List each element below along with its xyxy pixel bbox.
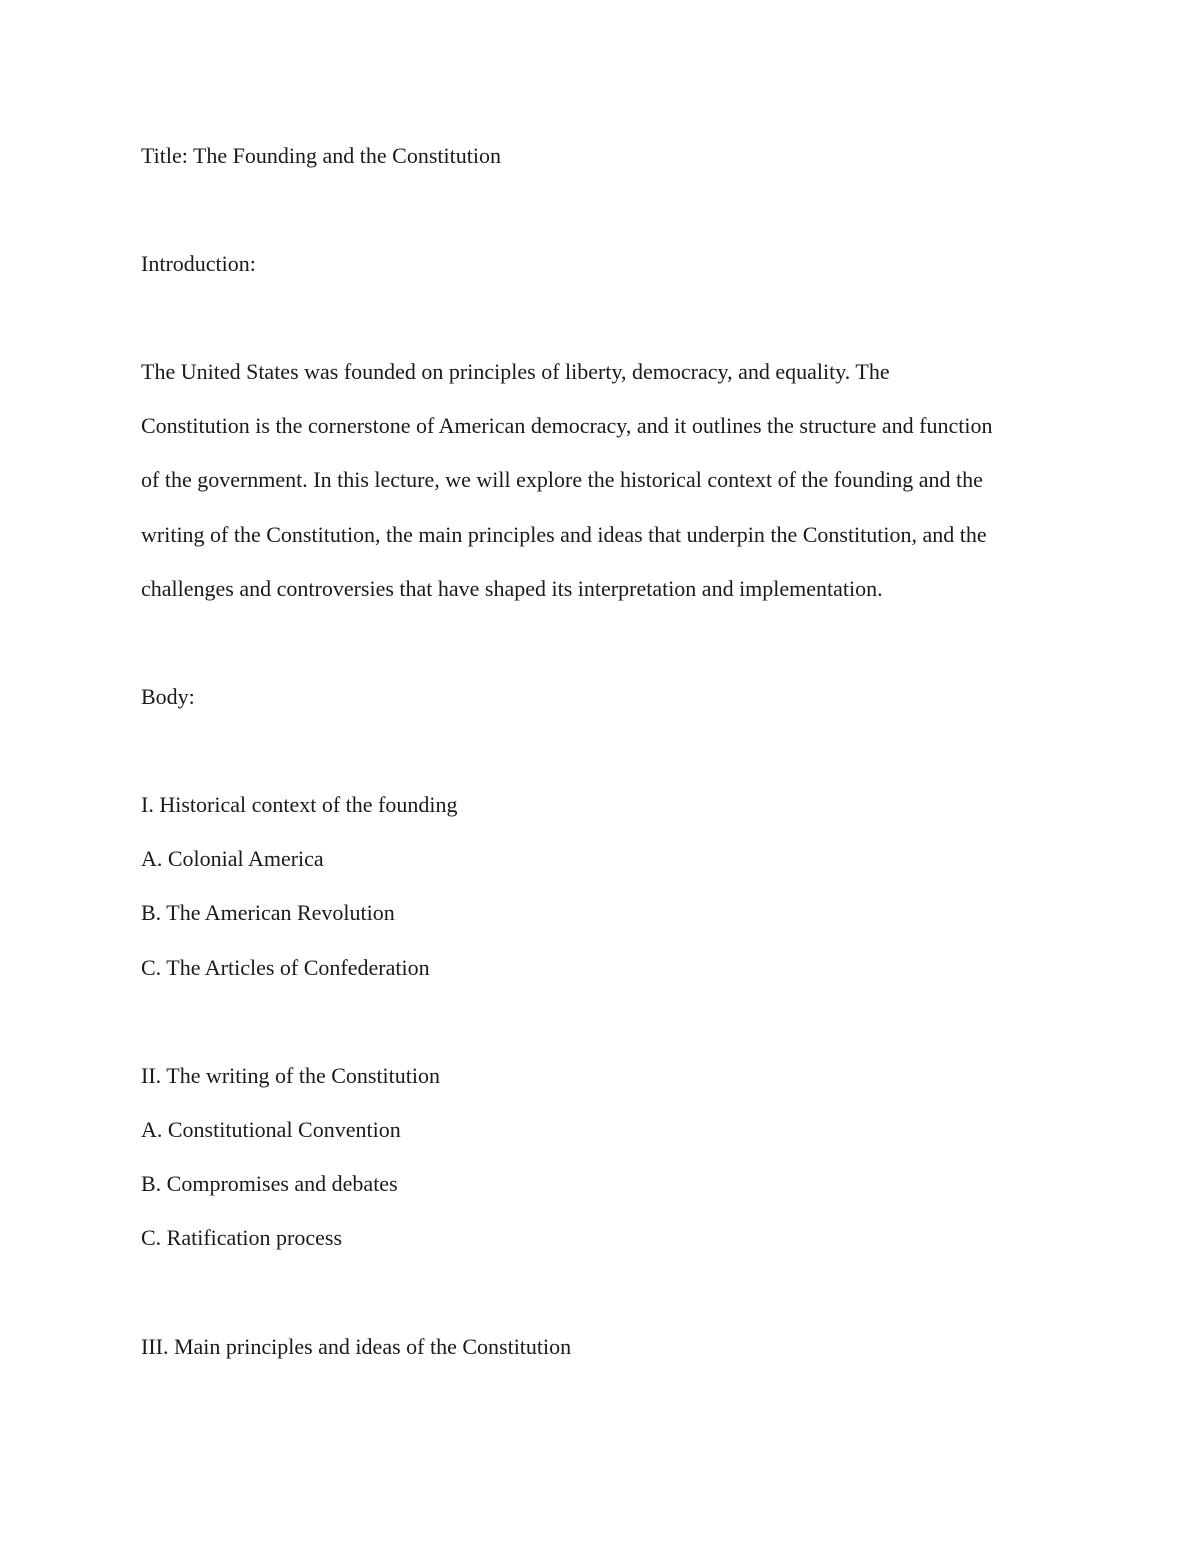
section-heading: II. The writing of the Constitution (141, 1063, 441, 1088)
introduction-line: writing of the Constitution, the main principles and ideas that underpin the Constitution, and the (141, 521, 987, 547)
introduction-line: Constitution is the cornerstone of American democracy, and it outlines the structure and function (141, 413, 993, 439)
introduction-line: challenges and controversies that have shaped its interpretation and implementation. (141, 575, 883, 601)
outline-item: B. The American Revolution (141, 900, 395, 925)
outline-item: A. Constitutional Convention (141, 1117, 401, 1142)
section-heading: I. Historical context of the founding (141, 792, 458, 817)
introduction-line: The United States was founded on principles of liberty, democracy, and equality. The (141, 359, 890, 384)
outline-item: C. Ratification process (141, 1225, 343, 1250)
outline-item: B. Compromises and debates (141, 1171, 398, 1196)
introduction-heading: Introduction: (141, 251, 256, 276)
introduction-line: of the government. In this lecture, we will explore the historical context of the founding and the (141, 467, 983, 493)
outline-item: C. The Articles of Confederation (141, 955, 430, 980)
body-heading: Body: (141, 684, 195, 709)
introduction-paragraph (141, 358, 1066, 629)
outline-item: A. Colonial America (141, 846, 324, 871)
section-heading: III. Main principles and ideas of the Constitution (141, 1334, 572, 1359)
document-title: Title: The Founding and the Constitution (141, 143, 501, 168)
